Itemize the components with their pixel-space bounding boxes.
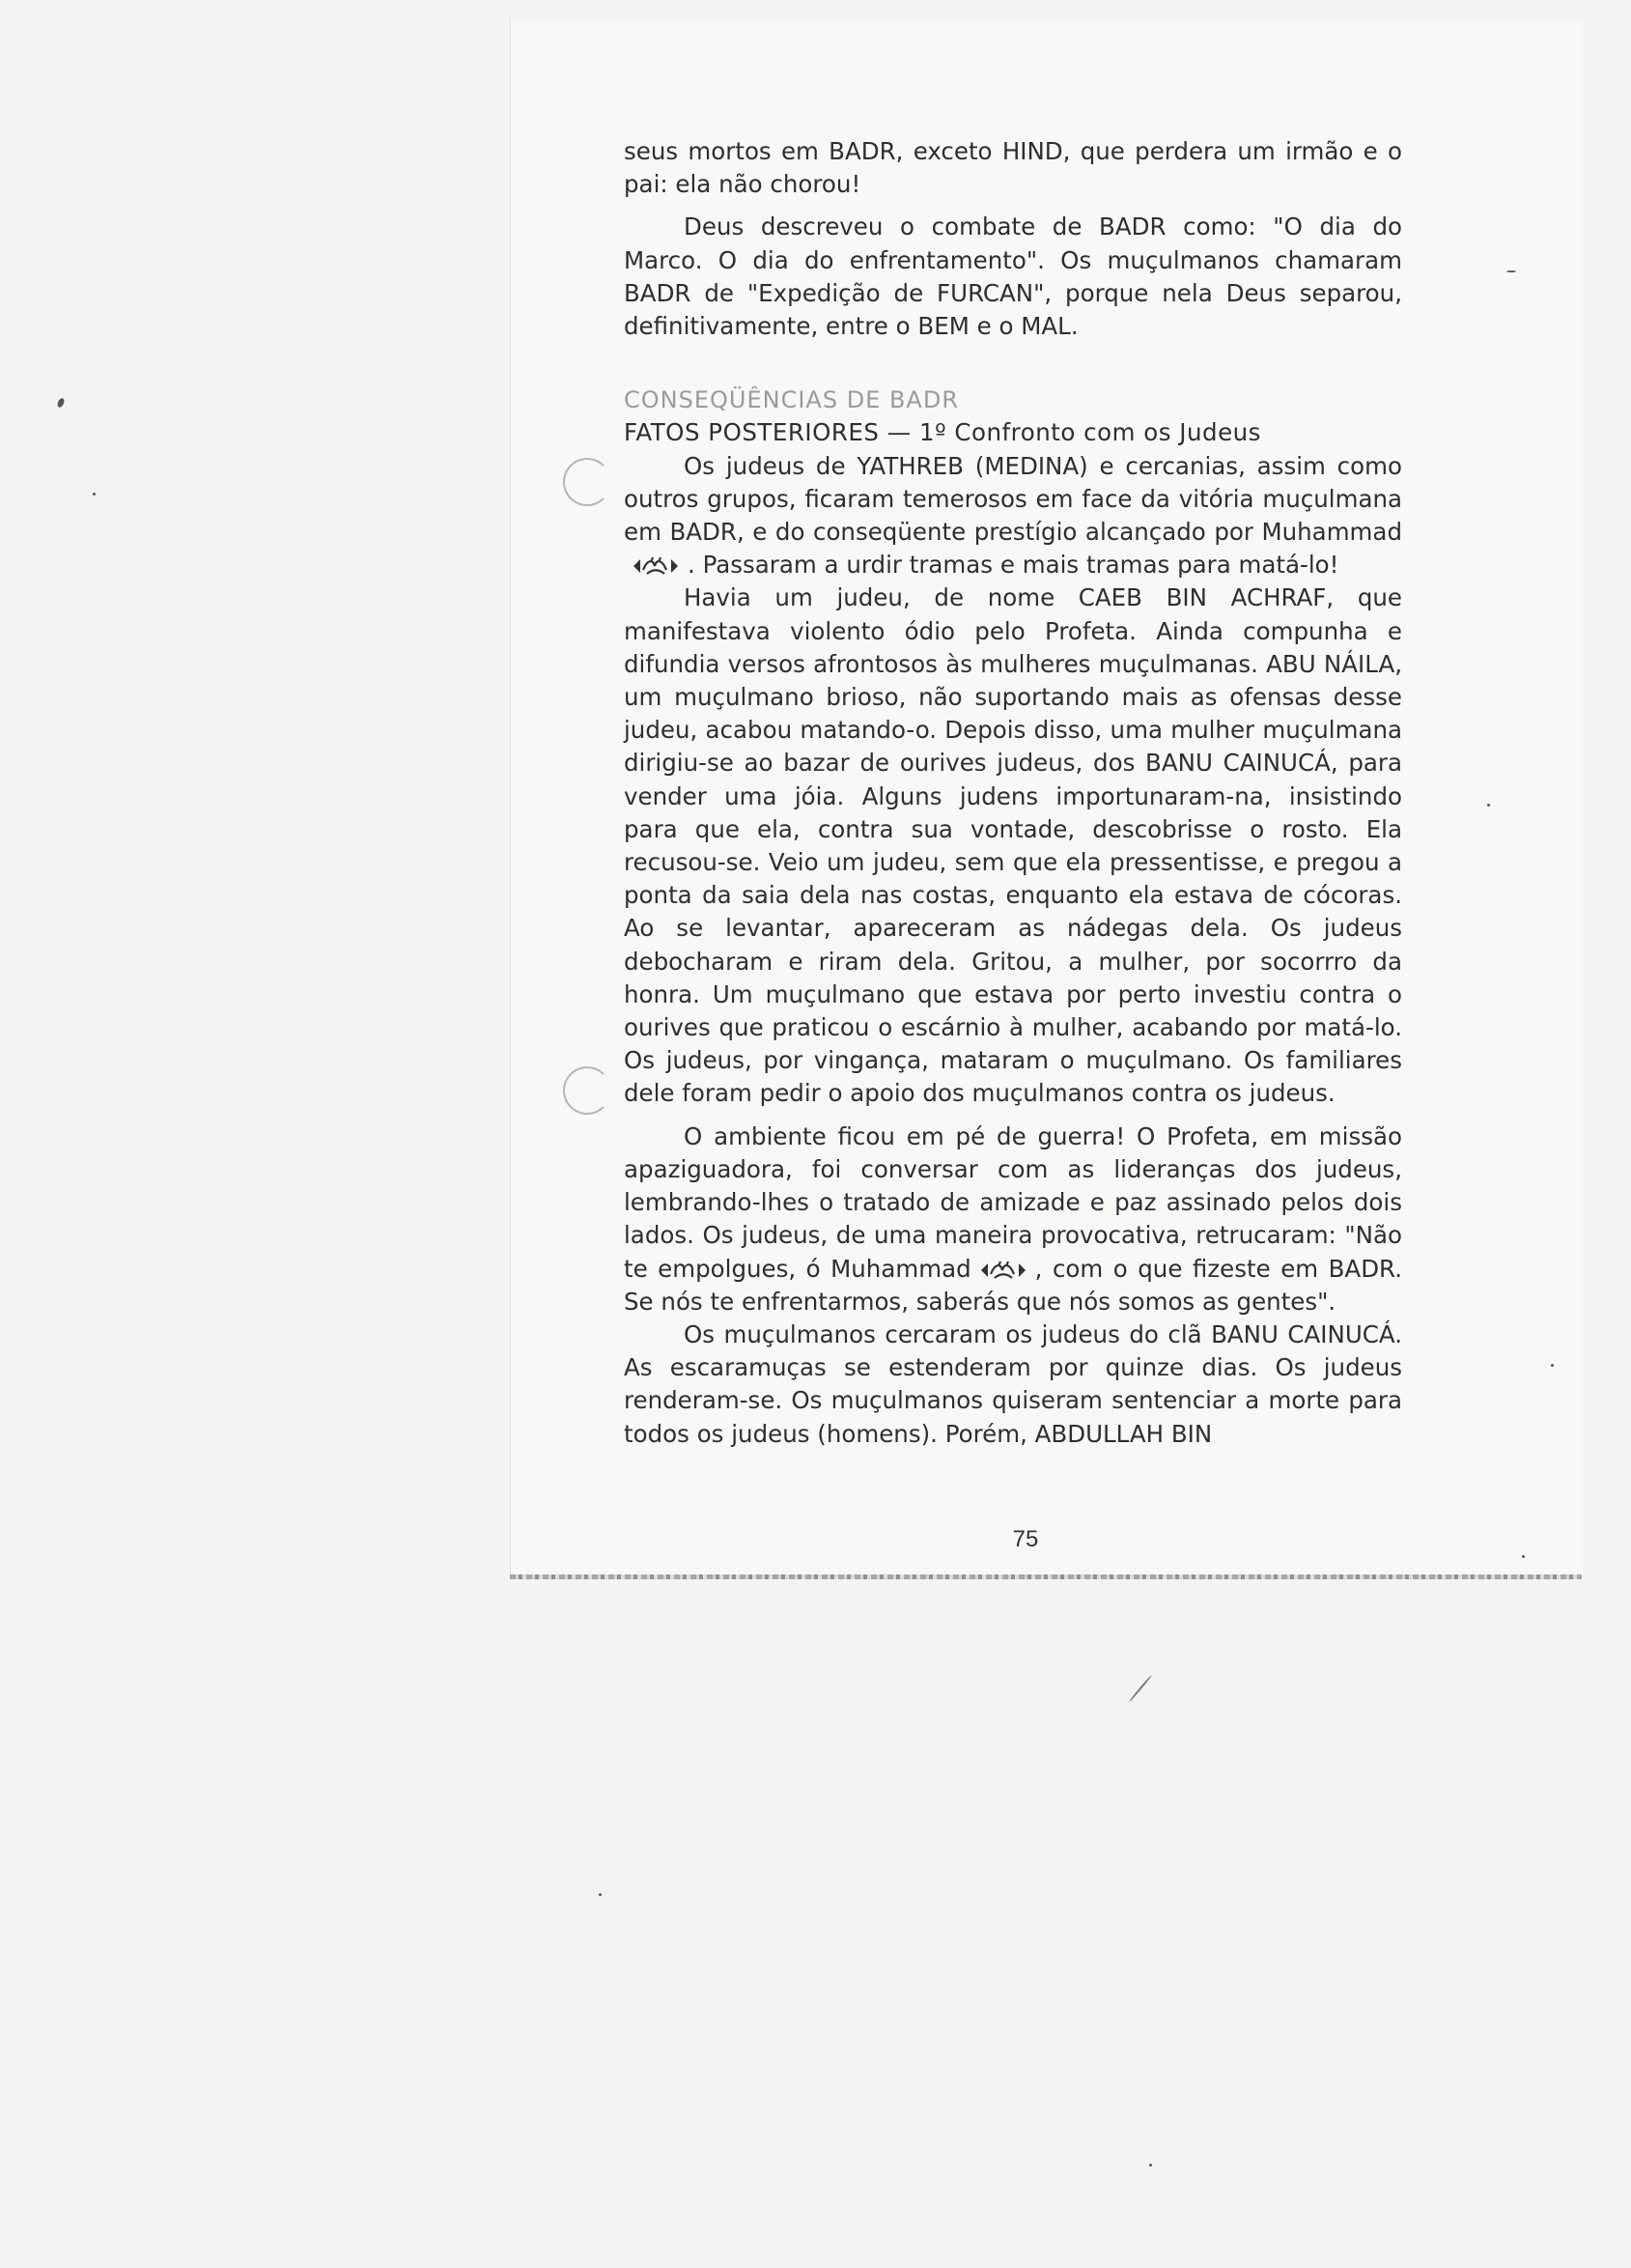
paragraph-jews-fear-part1: Os judeus de YATHREB (MEDINA) e cercanias, assim como outros grupos, ficaram temerosos em face da vitória muçulmana em BADR, e do conseqüente prestígio alcançado por Muhammad [624,451,1402,547]
paragraph-war-climate-part2: , com o que fizeste em BADR. Se nós te enfrentarmos, saberás que nós somos as gentes". [624,1254,1402,1316]
paragraph-war-climate [624,1120,1402,1318]
scan-speck [1522,1555,1525,1558]
paragraph-siege: Os muçulmanos cercaram os judeus do clã BANU CAINUCÁ. As escaramuças se estenderam por quinze dias. Os judeus renderam-se. Os muçulmanos quiseram sentenciar a morte para todos os judeus (homens). Porém, ABDULLAH BIN [624,1319,1402,1448]
punch-hole-top [563,458,611,506]
arabic-honorific-icon [979,1257,1027,1284]
paragraph-badr-description: Deus descreveu o combate de BADR como: "O dia do Marco. O dia do enfrentamento". Os muçulmanos chamaram BADR de "Expedição de FURCAN", porque nela Deus separou, definitivamente, entre o BEM e o MAL. [624,213,1402,341]
paragraph-jews-fear-part2: . Passaram a urdir tramas e mais tramas para matá-lo! [688,551,1339,580]
paragraph-jews-fear [624,450,1402,582]
scan-speck [1149,2164,1152,2167]
paragraph-caeb-story: Havia um judeu, de nome CAEB BIN ACHRAF, que manifestava violento ódio pelo Profeta. Ainda compunha e difundia versos afrontosos às mulheres muçulmanas. ABU NÁILA, um muçulmano brioso, não suportando mais as ofensas desse judeu, acabou matando-o. Depois disso, uma mulher muçulmana dirigiu-se ao bazar de ourives judeus, dos BANU CAINUCÁ, para vender uma jóia. Alguns judens importunaram-na, insistindo para que ela, contra sua vontade, descobrisse o rosto. Ela recusou-se. Veio um judeu, sem que ela pressentisse, e pregou a ponta da saia dela nas costas, enquanto ela estava de cócoras. Ao se levantar, apareceram as nádegas dela. Os judeus debocharam e riram dela. Gritou, a mulher, por socorrro da honra. Um muçulmano que estava por perto investiu contra o ourives que praticou o escárnio à mulher, acabando por matá-lo. Os judeus, por vingança, mataram o muçulmano. Os familiares dele foram pedir o apoio dos muçulmanos contra os judeus. [624,583,1402,1108]
subheading: FATOS POSTERIORES — 1º Confronto com os Judeus [624,418,1261,447]
punch-hole-bottom [563,1066,611,1115]
paragraph-intro: seus mortos em BADR, exceto HIND, que perdera um irmão e o pai: ela não chorou! [624,137,1402,199]
page-bottom-edge [510,1574,1582,1579]
scan-speck [1551,1364,1554,1367]
arabic-honorific-icon [632,553,680,580]
paragraph-war-climate-part1: O ambiente ficou em pé de guerra! O Profeta, em missão apaziguadora, foi conversar com as lideranças dos judeus, lembrando-lhes o tratado de amizade e paz assinado pelos dois lados. Os judeus, de uma maneira provocativa, retrucaram: "Não te empolgues, ó Muhammad [624,1121,1402,1283]
scan-speck [1506,270,1516,272]
page-number: 75 [1012,1526,1039,1552]
section-heading: CONSEQÜÊNCIAS DE BADR [624,386,960,414]
scan-speck [93,493,96,496]
scan-speck [599,1893,602,1896]
scan-speck [1487,804,1490,807]
page-text [624,135,1402,1451]
